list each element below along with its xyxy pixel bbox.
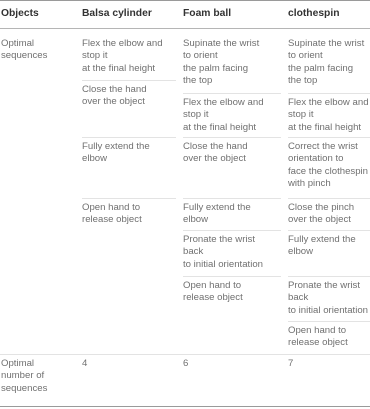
step-line: release object bbox=[82, 214, 142, 226]
step-line: Fully extend the bbox=[82, 141, 150, 152]
step-separator bbox=[288, 276, 370, 277]
step-line: Pronate the wrist bbox=[183, 234, 255, 245]
foam-step-4 bbox=[183, 202, 251, 227]
step-line: the palm facing bbox=[288, 62, 354, 74]
header-clothespin: clothespin bbox=[288, 8, 340, 19]
step-line: stop it bbox=[183, 109, 209, 121]
step-line: orientation to bbox=[288, 153, 344, 165]
step-separator bbox=[82, 80, 176, 81]
step-line: elbow bbox=[288, 246, 314, 258]
step-line: Fully extend the bbox=[288, 234, 356, 245]
row-separator bbox=[0, 354, 370, 355]
step-separator bbox=[288, 321, 370, 322]
optimal-number-label bbox=[1, 358, 47, 395]
step-line: Flex the elbow and bbox=[183, 97, 264, 108]
label-line: sequences bbox=[1, 382, 48, 394]
step-line: Close the pinch bbox=[288, 202, 355, 213]
header-foam-ball: Foam ball bbox=[183, 8, 232, 19]
step-line: Pronate the wrist bbox=[288, 280, 360, 291]
step-line: Open hand to bbox=[183, 280, 242, 291]
step-line: Close the hand bbox=[183, 141, 248, 152]
step-separator bbox=[183, 198, 281, 199]
step-line: Flex the elbow and bbox=[288, 97, 369, 108]
step-line: Open hand to bbox=[82, 202, 141, 213]
step-line: stop it bbox=[288, 109, 314, 121]
step-line: Correct the wrist bbox=[288, 141, 358, 152]
step-line: at the final height bbox=[82, 62, 156, 74]
step-line: to orient bbox=[288, 50, 323, 62]
label-line: number of bbox=[1, 370, 45, 382]
step-line: elbow bbox=[183, 214, 209, 226]
step-separator bbox=[288, 93, 370, 94]
clothespin-step-2 bbox=[288, 97, 369, 134]
step-line: elbow bbox=[82, 153, 108, 165]
step-line: at the final height bbox=[183, 121, 257, 133]
clothespin-step-1 bbox=[288, 38, 364, 87]
balsa-step-4 bbox=[82, 202, 142, 227]
step-line: over the object bbox=[82, 96, 145, 108]
step-line: face the clothespin bbox=[288, 165, 369, 177]
balsa-step-1 bbox=[82, 38, 163, 75]
step-line: release object bbox=[288, 337, 348, 349]
step-line: Supinate the wrist bbox=[288, 38, 365, 49]
optimal-sequences-label bbox=[1, 38, 47, 63]
header-balsa-cylinder: Balsa cylinder bbox=[82, 8, 152, 19]
step-separator bbox=[82, 137, 176, 138]
foam-step-5 bbox=[183, 234, 263, 271]
step-line: stop it bbox=[82, 50, 108, 62]
step-separator bbox=[288, 230, 370, 231]
step-line: Open hand to bbox=[288, 325, 347, 336]
balsa-step-3 bbox=[82, 141, 150, 166]
step-line: to orient bbox=[183, 50, 218, 62]
step-line: at the final height bbox=[288, 121, 362, 133]
step-line: Fully extend the bbox=[183, 202, 251, 213]
step-separator bbox=[82, 198, 176, 199]
foam-step-2 bbox=[183, 97, 264, 134]
clothespin-step-7 bbox=[288, 325, 348, 350]
step-line: release object bbox=[183, 292, 243, 304]
clothespin-step-3 bbox=[288, 141, 368, 190]
step-separator bbox=[183, 137, 281, 138]
clothespin-step-4 bbox=[288, 202, 354, 227]
table-top-rule bbox=[0, 0, 370, 1]
step-line: Flex the elbow and bbox=[82, 38, 163, 49]
step-line: back bbox=[183, 246, 204, 258]
balsa-count: 4 bbox=[82, 358, 88, 369]
step-separator bbox=[183, 93, 281, 94]
step-separator bbox=[288, 137, 370, 138]
label-line: Optimal bbox=[1, 38, 35, 49]
label-line: sequences bbox=[1, 50, 48, 62]
step-line: over the object bbox=[288, 214, 351, 226]
table-bottom-rule bbox=[0, 406, 370, 407]
clothespin-count: 7 bbox=[288, 358, 294, 369]
clothespin-step-6 bbox=[288, 280, 368, 317]
step-line: to initial orientation bbox=[183, 258, 263, 270]
step-line: Close the hand bbox=[82, 84, 147, 95]
step-line: back bbox=[288, 292, 309, 304]
step-separator bbox=[183, 230, 281, 231]
foam-count: 6 bbox=[183, 358, 189, 369]
foam-step-6 bbox=[183, 280, 243, 305]
step-line: to initial orientation bbox=[288, 304, 368, 316]
step-line: the top bbox=[183, 74, 213, 86]
label-line: Optimal bbox=[1, 358, 35, 369]
header-rule bbox=[0, 28, 370, 29]
clothespin-step-5 bbox=[288, 234, 356, 259]
step-line: the top bbox=[288, 74, 318, 86]
step-separator bbox=[288, 198, 370, 199]
foam-step-3 bbox=[183, 141, 248, 166]
step-line: over the object bbox=[183, 153, 246, 165]
step-separator bbox=[183, 276, 281, 277]
step-line: the palm facing bbox=[183, 62, 249, 74]
step-line: Supinate the wrist bbox=[183, 38, 260, 49]
step-line: with pinch bbox=[288, 177, 331, 189]
foam-step-1 bbox=[183, 38, 259, 87]
header-objects: Objects bbox=[1, 8, 39, 19]
balsa-step-2 bbox=[82, 84, 147, 109]
